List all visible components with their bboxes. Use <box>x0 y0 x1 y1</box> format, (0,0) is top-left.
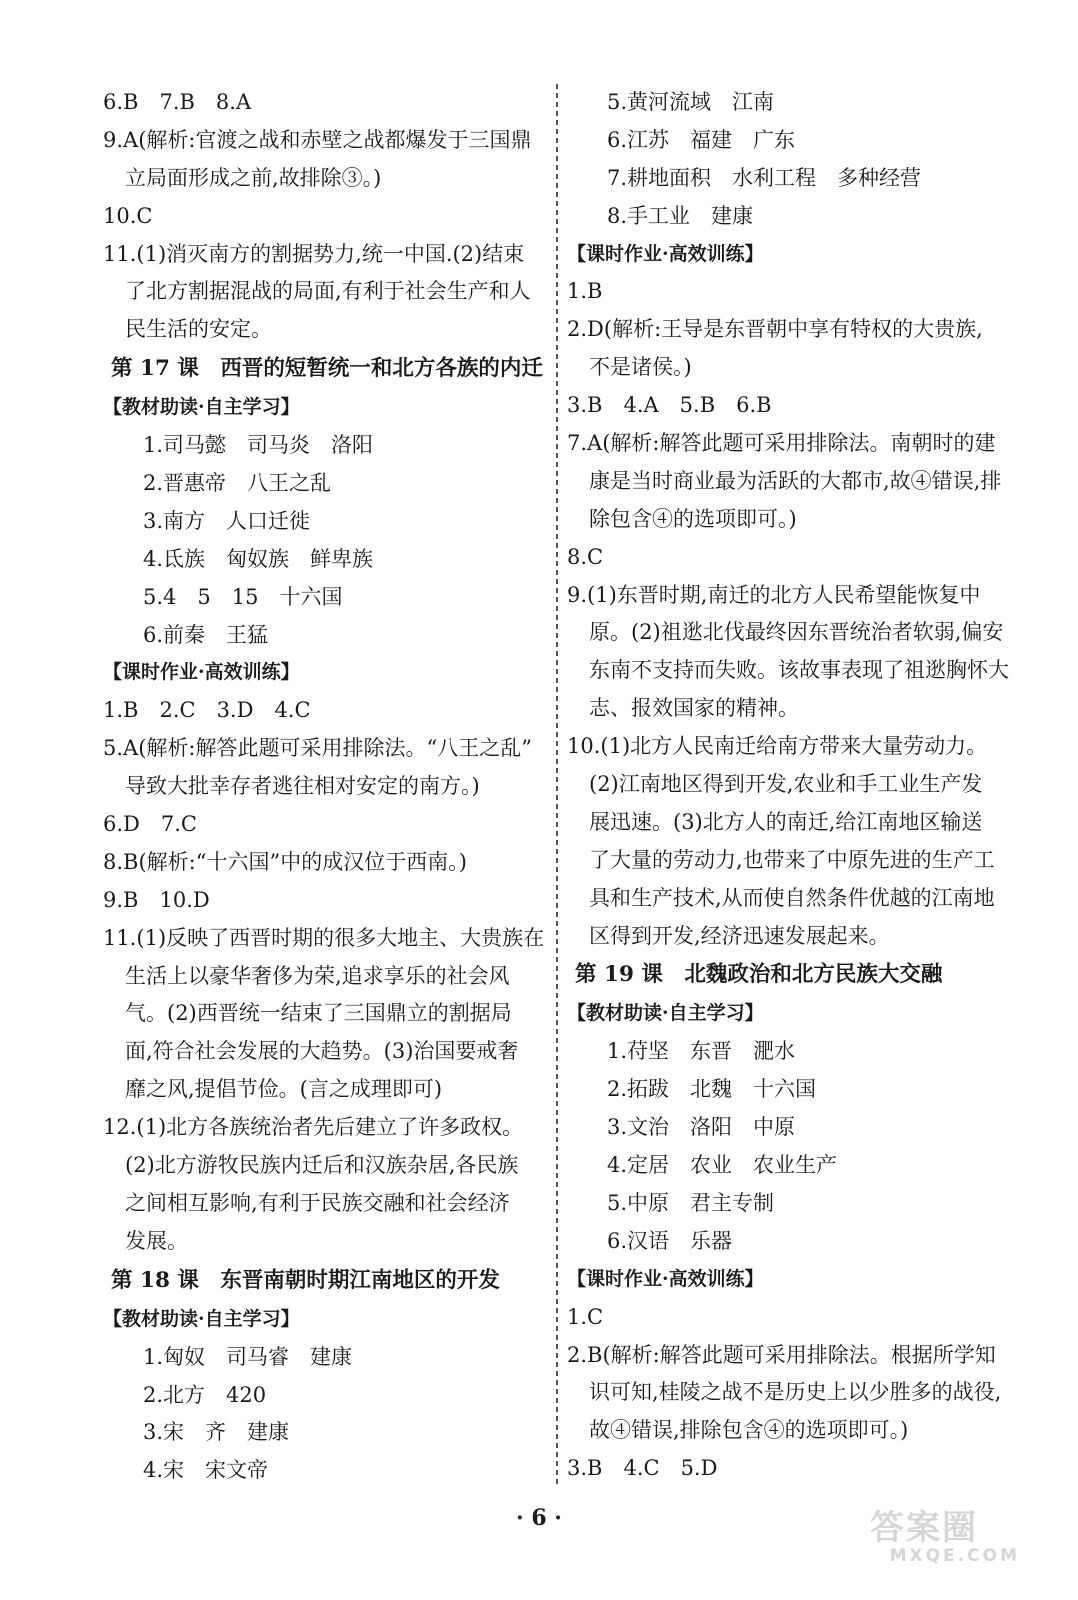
answer-line: 民生活的安定。 <box>125 317 272 342</box>
answer-line: 8.手工业 建康 <box>607 203 754 228</box>
answer-line: 2.B(解析:解答此题可采用排除法。根据所学知 <box>567 1342 996 1367</box>
section-header: 【课时作业·高效训练】 <box>567 242 764 265</box>
answer-line: 8.C <box>567 544 604 569</box>
answer-line: 12.(1)北方各族统治者先后建立了许多政权。 <box>103 1115 524 1140</box>
section-header: 【课时作业·高效训练】 <box>103 661 300 684</box>
section-header: 【教材助读·自主学习】 <box>103 396 300 419</box>
answer-line: 东南不支持而失败。该故事表现了祖逖胸怀大 <box>589 658 1009 683</box>
answer-line: 3.南方 人口迁徙 <box>143 508 311 533</box>
answer-line: 7.A(解析:解答此题可采用排除法。南朝时的建 <box>567 431 996 456</box>
answer-line: 8.B(解析:“十六国”中的成汉位于西南。) <box>103 849 467 874</box>
section-header: 【课时作业·高效训练】 <box>567 1267 764 1290</box>
answer-line: 6.江苏 福建 广东 <box>607 127 796 152</box>
left-column <box>103 84 555 1490</box>
answer-line: 1.司马懿 司马炎 洛阳 <box>143 433 374 458</box>
answer-line: 7.耕地面积 水利工程 多种经营 <box>607 165 922 190</box>
answer-line: 9.B 10.D <box>103 887 210 912</box>
answer-line: 10.C <box>103 203 153 228</box>
watermark-logo <box>870 1510 1020 1570</box>
answer-line: 了北方割据混战的局面,有利于社会生产和人 <box>125 279 531 304</box>
lesson-title: 第 17 课 西晋的短暂统一和北方各族的内迁 <box>111 356 543 382</box>
answer-line: 11.(1)消灭南方的割据势力,统一中国.(2)结束 <box>103 241 525 266</box>
watermark-main: 答案圈 <box>870 1508 978 1548</box>
answer-line: 5.A(解析:解答此题可采用排除法。“八王之乱” <box>103 736 532 761</box>
answer-line: 4.氐族 匈奴族 鲜卑族 <box>143 546 374 571</box>
answer-line: 5.4 5 15 十六国 <box>143 584 343 609</box>
answer-line: 具和生产技术,从而使自然条件优越的江南地 <box>589 885 995 910</box>
answer-line: 不是诸侯。) <box>589 355 692 380</box>
answer-line: 发展。 <box>125 1228 188 1253</box>
answer-line: 3.B 4.C 5.D <box>567 1456 718 1481</box>
section-header: 【教材助读·自主学习】 <box>567 1002 764 1025</box>
answer-line: 生活上以豪华奢侈为荣,追求享乐的社会风 <box>125 963 510 988</box>
answer-line: 6.汉语 乐器 <box>607 1228 733 1253</box>
answer-line: 4.定居 农业 农业生产 <box>607 1153 838 1178</box>
answer-line: 1.苻坚 东晋 淝水 <box>607 1039 796 1064</box>
answer-line: 气。(2)西晋统一结束了三国鼎立的割据局 <box>125 1001 512 1026</box>
answer-line: (2)北方游牧民族内迁后和汉族杂居,各民族 <box>125 1153 519 1178</box>
answer-line: 1.B <box>567 279 603 304</box>
answer-line: (2)江南地区得到开发,农业和手工业生产发 <box>589 772 983 797</box>
answer-line: 2.拓跋 北魏 十六国 <box>607 1077 817 1102</box>
answer-line: 11.(1)反映了西晋时期的很多大地主、大贵族在 <box>103 925 545 950</box>
answer-line: 6.D 7.C <box>103 812 197 837</box>
answer-line: 9.(1)东晋时期,南迁的北方人民希望能恢复中 <box>567 582 981 607</box>
lesson-title: 第 19 课 北魏政治和北方民族大交融 <box>575 962 943 988</box>
lesson-title: 第 18 课 东晋南朝时期江南地区的开发 <box>111 1267 500 1293</box>
answer-line: 展迅速。(3)北方人的南迁,给江南地区输送 <box>589 809 983 834</box>
answer-line: 2.北方 420 <box>143 1382 267 1407</box>
answer-line: 6.B 7.B 8.A <box>103 90 252 114</box>
answer-line: 9.A(解析:官渡之战和赤壁之战都爆发于三国鼎 <box>103 127 532 152</box>
answer-line: 1.匈奴 司马睿 建康 <box>143 1344 353 1369</box>
column-divider <box>556 84 558 1484</box>
answer-line: 导致大批幸存者逃往相对安定的南方。) <box>125 774 480 799</box>
answer-line: 1.B 2.C 3.D 4.C <box>103 698 311 723</box>
answer-line: 面,符合社会发展的大趋势。(3)治国要戒奢 <box>125 1039 519 1064</box>
answer-line: 3.B 4.A 5.B 6.B <box>567 393 772 418</box>
answer-line: 3.宋 齐 建康 <box>143 1420 290 1445</box>
right-column <box>567 84 1019 1488</box>
answer-line: 立局面形成之前,故排除③。) <box>125 165 382 190</box>
section-header: 【教材助读·自主学习】 <box>103 1307 300 1330</box>
answer-line: 康是当时商业最为活跃的大都市,故④错误,排 <box>589 468 1002 493</box>
answer-line: 志、报效国家的精神。 <box>589 696 799 721</box>
watermark-sub: MXQE.COM <box>889 1546 1020 1566</box>
answer-line: 4.宋 宋文帝 <box>143 1458 269 1483</box>
answer-line: 区得到开发,经济迅速发展起来。 <box>589 923 890 948</box>
answer-line: 除包含④的选项即可。) <box>589 506 797 531</box>
answer-line: 1.C <box>567 1304 604 1329</box>
answer-line: 6.前秦 王猛 <box>143 622 269 647</box>
answer-line: 5.黄河流域 江南 <box>607 90 775 114</box>
answer-line: 10.(1)北方人民南迁给南方带来大量劳动力。 <box>567 734 988 759</box>
answer-line: 3.文治 洛阳 中原 <box>607 1115 796 1140</box>
answer-line: 识可知,桂陵之战不是历史上以少胜多的战役, <box>589 1380 1002 1405</box>
answer-line: 2.D(解析:王导是东晋朝中享有特权的大贵族, <box>567 317 983 342</box>
answer-line: 5.中原 君主专制 <box>607 1190 775 1215</box>
answer-line: 靡之风,提倡节俭。(言之成理即可) <box>125 1077 443 1102</box>
page-number: · 6 · <box>516 1505 562 1531</box>
answer-line: 2.晋惠帝 八王之乱 <box>143 471 332 496</box>
answer-line: 了大量的劳动力,也带来了中原先进的生产工 <box>589 847 995 872</box>
answer-line: 故④错误,排除包含④的选项即可。) <box>589 1418 909 1443</box>
answer-line: 之间相互影响,有利于民族交融和社会经济 <box>125 1190 510 1215</box>
answer-line: 原。(2)祖逖北伐最终因东晋统治者软弱,偏安 <box>589 620 1004 645</box>
